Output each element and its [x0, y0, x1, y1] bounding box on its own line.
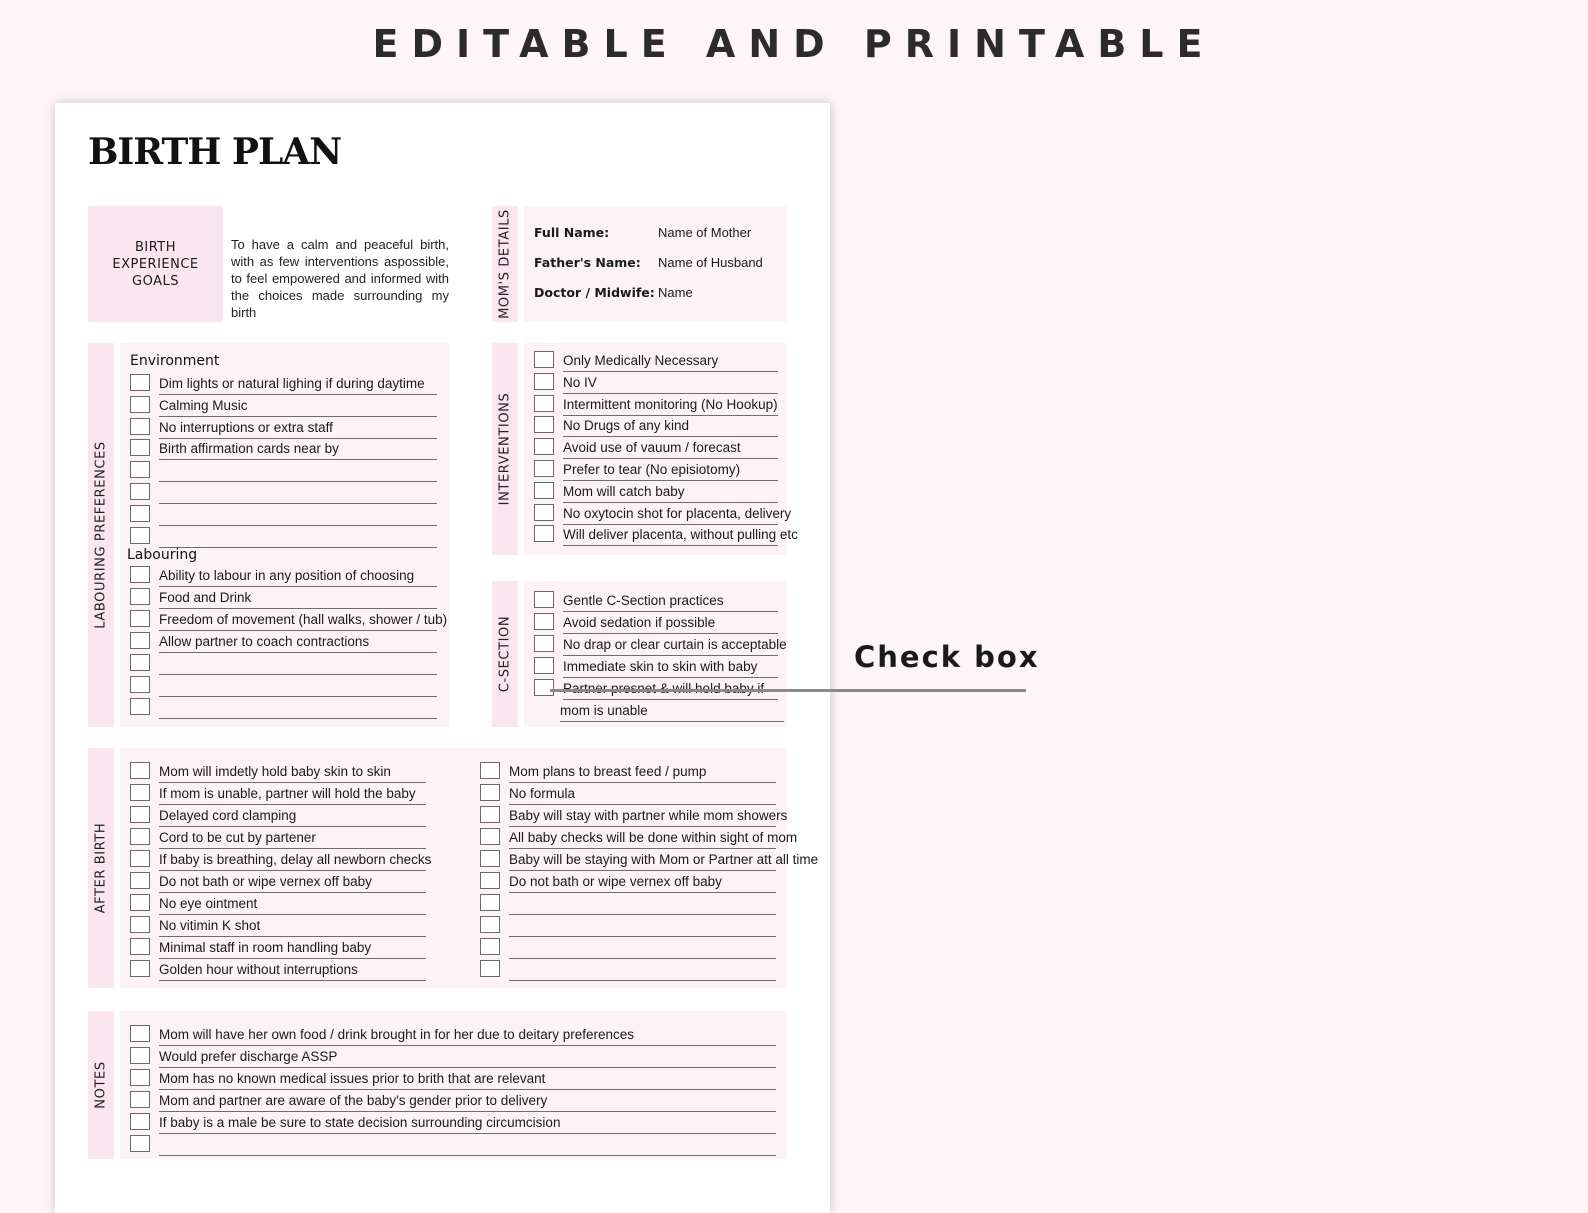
checkbox[interactable] — [130, 483, 150, 500]
checkbox[interactable] — [130, 1135, 150, 1152]
moms-details-tab-label: MOM'S DETAILS — [497, 209, 513, 319]
after-birth-right-item — [480, 850, 819, 871]
after-birth-right-item-text[interactable]: Do not bath or wipe vernex off baby — [509, 872, 776, 893]
intervention-item-text[interactable]: No IV — [563, 373, 778, 394]
checkbox[interactable] — [130, 784, 150, 801]
labouring-item — [130, 676, 437, 697]
environment-item — [130, 374, 437, 395]
labouring-item-text[interactable] — [159, 654, 437, 675]
after-birth-left-item — [130, 872, 426, 893]
notes-item — [130, 1135, 776, 1156]
checkbox[interactable] — [534, 679, 554, 696]
after-birth-right-item — [480, 806, 788, 827]
checkbox[interactable] — [130, 566, 150, 583]
after-birth-left-item — [130, 762, 426, 783]
intervention-item-text[interactable]: Avoid use of vauum / forecast — [563, 438, 778, 459]
after-birth-tab — [88, 748, 114, 988]
environment-item — [130, 418, 437, 439]
environment-item — [130, 527, 437, 548]
c-section-item-text[interactable]: Immediate skin to skin with baby — [563, 657, 778, 678]
intervention-item-text[interactable]: Mom will catch baby — [563, 482, 778, 503]
after-birth-panel — [120, 748, 819, 988]
after-birth-right-item-text[interactable] — [509, 894, 776, 915]
labouring-item — [130, 610, 448, 631]
labouring-preferences-tab-label: LABOURING PREFERENCES — [93, 441, 109, 629]
after-birth-left-item-text[interactable]: Golden hour without interruptions — [159, 960, 426, 981]
checkbox[interactable] — [480, 960, 500, 977]
notes-item — [130, 1113, 776, 1134]
checkbox[interactable] — [480, 916, 500, 933]
callout-pointer-line — [550, 689, 1026, 692]
checkbox[interactable] — [130, 610, 150, 627]
checkbox[interactable] — [130, 418, 150, 435]
intervention-item — [534, 438, 778, 459]
intervention-item-text[interactable]: Intermittent monitoring (No Hookup) — [563, 395, 778, 416]
checkbox[interactable] — [130, 632, 150, 649]
after-birth-right-item-text[interactable] — [509, 938, 776, 959]
checkbox[interactable] — [130, 698, 150, 715]
intervention-item — [534, 373, 778, 394]
after-birth-left-item-text[interactable]: If mom is unable, partner will hold the baby — [159, 784, 426, 805]
labouring-subheading: Labouring — [127, 547, 198, 563]
after-birth-tab-label: AFTER BIRTH — [93, 822, 109, 914]
checkbox[interactable] — [534, 635, 554, 652]
notes-tab — [88, 1011, 114, 1159]
after-birth-left-item-text[interactable]: If baby is breathing, delay all newborn checks — [159, 850, 426, 871]
checkbox[interactable] — [534, 657, 554, 674]
intervention-item — [534, 351, 778, 372]
checkbox[interactable] — [130, 1047, 150, 1064]
after-birth-left-item-text[interactable]: Mom will imdetly hold baby skin to skin — [159, 762, 426, 783]
mom-detail-label: Full Name: — [534, 225, 610, 240]
intervention-item — [534, 416, 778, 437]
checkbox[interactable] — [130, 461, 150, 478]
checkbox[interactable] — [130, 872, 150, 889]
moms-details-panel — [524, 206, 787, 322]
after-birth-right-item — [480, 784, 776, 805]
checkbox[interactable] — [480, 784, 500, 801]
goals-text[interactable]: To have a calm and peaceful birth, with as few interventions aspossible, to feel empowered and informed with the choices made surrounding my birth — [231, 237, 449, 320]
mom-detail-value[interactable]: Name — [658, 285, 693, 300]
c-section-item-text[interactable]: Avoid sedation if possible — [563, 613, 778, 634]
after-birth-right-item-text[interactable]: No formula — [509, 784, 776, 805]
checkbox[interactable] — [534, 504, 554, 521]
labouring-item-text[interactable] — [159, 698, 437, 719]
interventions-panel — [524, 343, 798, 555]
c-section-panel — [524, 581, 787, 727]
checkbox[interactable] — [130, 588, 150, 605]
checkbox[interactable] — [130, 439, 150, 456]
mom-detail-label: Father's Name: — [534, 255, 641, 270]
checkbox[interactable] — [130, 527, 150, 544]
notes-item — [130, 1069, 776, 1090]
c-section-item — [534, 613, 778, 634]
after-birth-right-item-text[interactable] — [509, 916, 776, 937]
checkbox[interactable] — [130, 654, 150, 671]
environment-subheading: Environment — [130, 353, 220, 369]
after-birth-right-item-text[interactable] — [509, 960, 776, 981]
after-birth-left-item — [130, 938, 426, 959]
after-birth-left-item — [130, 960, 426, 981]
notes-item — [130, 1091, 776, 1112]
environment-item — [130, 505, 437, 526]
environment-item-text[interactable]: Birth affirmation cards near by — [159, 439, 437, 460]
page-header-title: EDITABLE AND PRINTABLE — [372, 22, 1216, 66]
birth-plan-sheet — [55, 103, 830, 1213]
after-birth-left-item — [130, 916, 426, 937]
checkbox[interactable] — [534, 373, 554, 390]
intervention-item — [534, 482, 778, 503]
c-section-tab-label: C-SECTION — [497, 615, 513, 693]
labouring-item — [130, 588, 437, 609]
environment-item — [130, 483, 437, 504]
notes-item — [130, 1047, 776, 1068]
intervention-item — [534, 460, 778, 481]
labouring-item — [130, 632, 437, 653]
labouring-item-text[interactable]: Freedom of movement (hall walks, shower / tub) — [159, 610, 437, 631]
checkbox[interactable] — [480, 806, 500, 823]
after-birth-right-item-text[interactable]: Baby will be staying with Mom or Partner att all time — [509, 850, 776, 871]
notes-tab-label: NOTES — [93, 1061, 109, 1109]
labouring-item-text[interactable] — [159, 676, 437, 697]
notes-item-text[interactable]: Mom has no known medical issues prior to brith that are relevant — [159, 1069, 776, 1090]
plan-title: BIRTH PLAN — [88, 131, 342, 173]
checkbox[interactable] — [534, 395, 554, 412]
checkbox[interactable] — [534, 482, 554, 499]
checkbox[interactable] — [130, 938, 150, 955]
intervention-item-text[interactable]: Prefer to tear (No episiotomy) — [563, 460, 778, 481]
checkbox[interactable] — [130, 1069, 150, 1086]
checkbox[interactable] — [130, 828, 150, 845]
labouring-item-text[interactable]: Allow partner to coach contractions — [159, 632, 437, 653]
environment-item-text[interactable]: Calming Music — [159, 396, 437, 417]
after-birth-left-item-text[interactable]: Do not bath or wipe vernex off baby — [159, 872, 426, 893]
after-birth-left-item — [130, 850, 432, 871]
notes-item-text[interactable] — [159, 1135, 776, 1156]
after-birth-left-item-text[interactable]: Minimal staff in room handling baby — [159, 938, 426, 959]
after-birth-right-item — [480, 916, 776, 937]
checkbox[interactable] — [480, 828, 500, 845]
notes-panel — [120, 1011, 787, 1159]
moms-details-tab — [492, 206, 518, 322]
checkbox[interactable] — [480, 850, 500, 867]
after-birth-left-item — [130, 828, 426, 849]
labouring-item — [130, 698, 437, 719]
checkbox[interactable] — [130, 1025, 150, 1042]
checkbox[interactable] — [130, 1113, 150, 1130]
labouring-item — [130, 654, 437, 675]
checkbox[interactable] — [480, 872, 500, 889]
c-section-item-text[interactable]: No drap or clear curtain is acceptable — [563, 635, 778, 656]
environment-item-text[interactable]: No interruptions or extra staff — [159, 418, 437, 439]
c-section-item-text[interactable]: Gentle C-Section practices — [563, 591, 778, 612]
after-birth-right-item-text[interactable]: All baby checks will be done within sight of mom — [509, 828, 776, 849]
after-birth-left-item — [130, 894, 426, 915]
checkbox[interactable] — [534, 613, 554, 630]
environment-item-text[interactable] — [159, 483, 437, 504]
c-section-item — [534, 657, 778, 678]
checkbox[interactable] — [130, 676, 150, 693]
checkbox[interactable] — [480, 938, 500, 955]
after-birth-right-item — [480, 762, 776, 783]
checkbox[interactable] — [130, 916, 150, 933]
checkbox[interactable] — [534, 438, 554, 455]
check-box-callout: Check box — [854, 640, 1040, 674]
labouring-item-text[interactable]: Ability to labour in any position of choosing — [159, 566, 437, 587]
after-birth-left-item-text[interactable]: No eye ointment — [159, 894, 426, 915]
c-section-continuation[interactable] — [560, 701, 784, 722]
after-birth-right-item — [480, 960, 776, 981]
goals-label-box — [88, 206, 223, 322]
after-birth-right-item — [480, 828, 798, 849]
after-birth-right-item-text[interactable]: Mom plans to breast feed / pump — [509, 762, 776, 783]
after-birth-right-item-text[interactable]: Baby will stay with partner while mom showers — [509, 806, 776, 827]
interventions-tab — [492, 343, 518, 555]
after-birth-right-item — [480, 872, 776, 893]
checkbox[interactable] — [480, 894, 500, 911]
mom-detail-label: Doctor / Midwife: — [534, 285, 655, 300]
intervention-item-text[interactable]: Will deliver placenta, without pulling etc — [563, 525, 778, 546]
environment-item — [130, 396, 437, 417]
checkbox[interactable] — [534, 591, 554, 608]
checkbox[interactable] — [130, 374, 150, 391]
c-section-continuation-text[interactable]: mom is unable — [560, 701, 784, 722]
environment-item — [130, 439, 437, 460]
checkbox[interactable] — [534, 351, 554, 368]
intervention-item-text[interactable]: Only Medically Necessary — [563, 351, 778, 372]
notes-item-text[interactable]: If baby is a male be sure to state decision surrounding circumcision — [159, 1113, 776, 1134]
after-birth-left-item-text[interactable]: Cord to be cut by partener — [159, 828, 426, 849]
mom-detail-value[interactable]: Name of Husband — [658, 255, 763, 270]
after-birth-left-item — [130, 806, 426, 827]
checkbox[interactable] — [130, 806, 150, 823]
intervention-item-text[interactable]: No Drugs of any kind — [563, 416, 778, 437]
notes-item — [130, 1025, 776, 1046]
after-birth-left-item — [130, 784, 426, 805]
checkbox[interactable] — [534, 525, 554, 542]
checkbox[interactable] — [480, 762, 500, 779]
checkbox[interactable] — [130, 960, 150, 977]
after-birth-left-item-text[interactable]: No vitimin K shot — [159, 916, 426, 937]
environment-item-text[interactable] — [159, 527, 437, 548]
checkbox[interactable] — [130, 505, 150, 522]
notes-item-text[interactable]: Mom will have her own food / drink brought in for her due to deitary preferences — [159, 1025, 776, 1046]
intervention-item — [534, 504, 792, 525]
c-section-item — [534, 591, 778, 612]
intervention-item-text[interactable]: No oxytocin shot for placenta, delivery — [563, 504, 778, 525]
environment-item — [130, 461, 437, 482]
labouring-item-text[interactable]: Food and Drink — [159, 588, 437, 609]
notes-item-text[interactable]: Would prefer discharge ASSP — [159, 1047, 776, 1068]
checkbox[interactable] — [534, 416, 554, 433]
c-section-item — [534, 635, 787, 656]
intervention-item — [534, 525, 798, 546]
goals-label: BIRTH EXPERIENCE GOALS — [112, 239, 199, 289]
notes-item-text[interactable]: Mom and partner are aware of the baby's gender prior to delivery — [159, 1091, 776, 1112]
labouring-item — [130, 566, 437, 587]
checkbox[interactable] — [130, 894, 150, 911]
environment-item-text[interactable] — [159, 505, 437, 526]
checkbox[interactable] — [130, 396, 150, 413]
after-birth-right-item — [480, 894, 776, 915]
labouring-preferences-tab — [88, 343, 114, 727]
mom-detail-value[interactable]: Name of Mother — [658, 225, 752, 240]
after-birth-left-item-text[interactable]: Delayed cord clamping — [159, 806, 426, 827]
checkbox[interactable] — [130, 1091, 150, 1108]
interventions-tab-label: INTERVENTIONS — [497, 392, 513, 506]
labouring-preferences-panel — [120, 343, 450, 727]
after-birth-right-item — [480, 938, 776, 959]
checkbox[interactable] — [534, 460, 554, 477]
intervention-item — [534, 395, 778, 416]
checkbox[interactable] — [130, 850, 150, 867]
environment-item-text[interactable]: Dim lights or natural lighing if during daytime — [159, 374, 437, 395]
c-section-tab — [492, 581, 518, 727]
environment-item-text[interactable] — [159, 461, 437, 482]
checkbox[interactable] — [130, 762, 150, 779]
